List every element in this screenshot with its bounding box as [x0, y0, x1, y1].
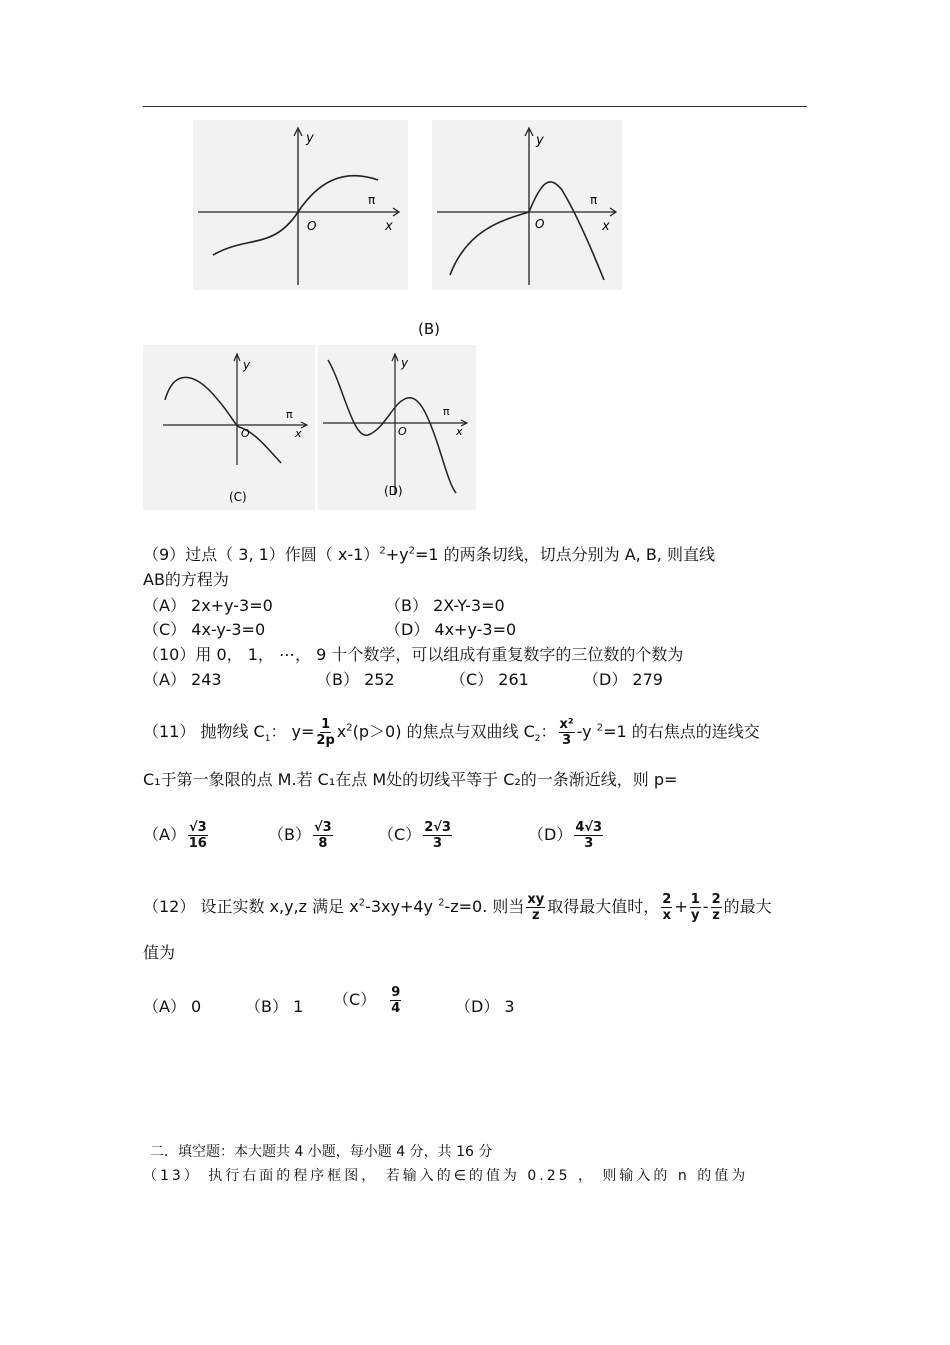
- axis-y-label: y: [401, 356, 409, 370]
- figure-c: [143, 345, 315, 510]
- q11-option-c: （C） $\frac{2√3}{3}$: [378, 820, 451, 851]
- fraction: $\frac{1}{2p}$: [316, 717, 335, 748]
- q9-stem: （9）过点（ 3, 1）作圆（ $x-1)^2+y^2=1$ 的两条切线，切点分别为 A, B, 则直线: [143, 545, 715, 564]
- axis-y-label: y: [243, 358, 251, 372]
- pi-label: π: [590, 193, 598, 207]
- origin-label: O: [535, 217, 545, 231]
- figure-b: [432, 120, 622, 290]
- axis-y-label: y: [306, 131, 314, 146]
- q12-option-a: （A） 0: [143, 997, 202, 1016]
- axis-x-label: x: [456, 425, 463, 438]
- q9-option-c: （C） 4x-y-3=0: [143, 620, 266, 639]
- q11-stem-line2: C₁于第一象限的点 M.若 C₁在点 M处的切线平等于 C₂的一条渐近线，则 p=: [143, 770, 678, 789]
- origin-label: O: [307, 219, 317, 233]
- top-rule: [143, 106, 807, 107]
- q9-option-b: （B） 2X-Y-3=0: [385, 596, 505, 615]
- q10-option-a: （A） 243: [143, 670, 222, 689]
- q11-option-a: （A） $\frac{√3}{16}$: [143, 820, 207, 851]
- q12-option-b: （B） 1: [245, 997, 304, 1016]
- q13-stem: （13） 执行右面的程序框图， 若输入的∈的值为 0.25 ， 则输入的 n 的值为: [143, 1168, 749, 1184]
- q12-stem: （12） 设正实数 x,y,z 满足 $x^2-3xy+4y$ $^2$-z=0. 则当 $\frac{xy}{z}$ 取得最大值时， $\frac{2}{x}$ + $\frac{1}{y}$ - $\frac{2}{z}$ 的最大: [143, 892, 772, 923]
- axis-y-label: y: [536, 133, 544, 148]
- figure-a: [193, 120, 408, 290]
- q11-option-b: （B） $\frac{√3}{8}$: [268, 820, 332, 851]
- figure-d: [318, 345, 476, 510]
- q11-option-d: （D） $\frac{4√3}{3}$: [528, 820, 603, 851]
- pi-label: π: [443, 405, 450, 418]
- q9-option-a: （A） 2x+y-3=0: [143, 596, 273, 615]
- q11-stem: （11） 抛物线 $C_1$： y= $\frac{1}{2p}$ $x^2(p>0)$ 的焦点与双曲线 $C_2$： $\frac{\text{x²}}{3}$ -y $^2$=1 的右焦点的连线交: [143, 717, 760, 748]
- q10-stem: （10）用 0， 1， ⋯， 9 十个数学，可以组成有重复数字的三位数的个数为: [143, 645, 684, 664]
- fraction: $\frac{\text{x²}}{3}$: [559, 717, 574, 748]
- axis-x-label: x: [385, 219, 393, 234]
- q10-option-d: （D） 279: [583, 670, 663, 689]
- axis-x-label: x: [602, 219, 610, 234]
- q10-option-b: （B） 252: [316, 670, 395, 689]
- pi-label: π: [286, 408, 293, 421]
- q12-option-c: （C） $\frac{9}{4}$: [333, 985, 401, 1016]
- q12-option-d: （D） 3: [455, 997, 515, 1016]
- origin-label: O: [398, 425, 407, 438]
- figure-b-label: (B): [418, 320, 440, 338]
- origin-label: O: [241, 427, 250, 440]
- figure-c-label: (C): [229, 490, 247, 504]
- q9-stem-line2: AB的方程为: [143, 570, 229, 589]
- q10-option-c: （C） 261: [450, 670, 529, 689]
- axis-x-label: x: [295, 427, 302, 440]
- pi-label: π: [368, 193, 376, 207]
- q9-option-d: （D） 4x+y-3=0: [385, 620, 517, 639]
- section2-heading: 二．填空题：本大题共 4 小题，每小题 4 分，共 16 分: [150, 1144, 493, 1160]
- q12-stem-line2: 值为: [143, 943, 176, 962]
- figure-d-label: (D): [384, 484, 403, 498]
